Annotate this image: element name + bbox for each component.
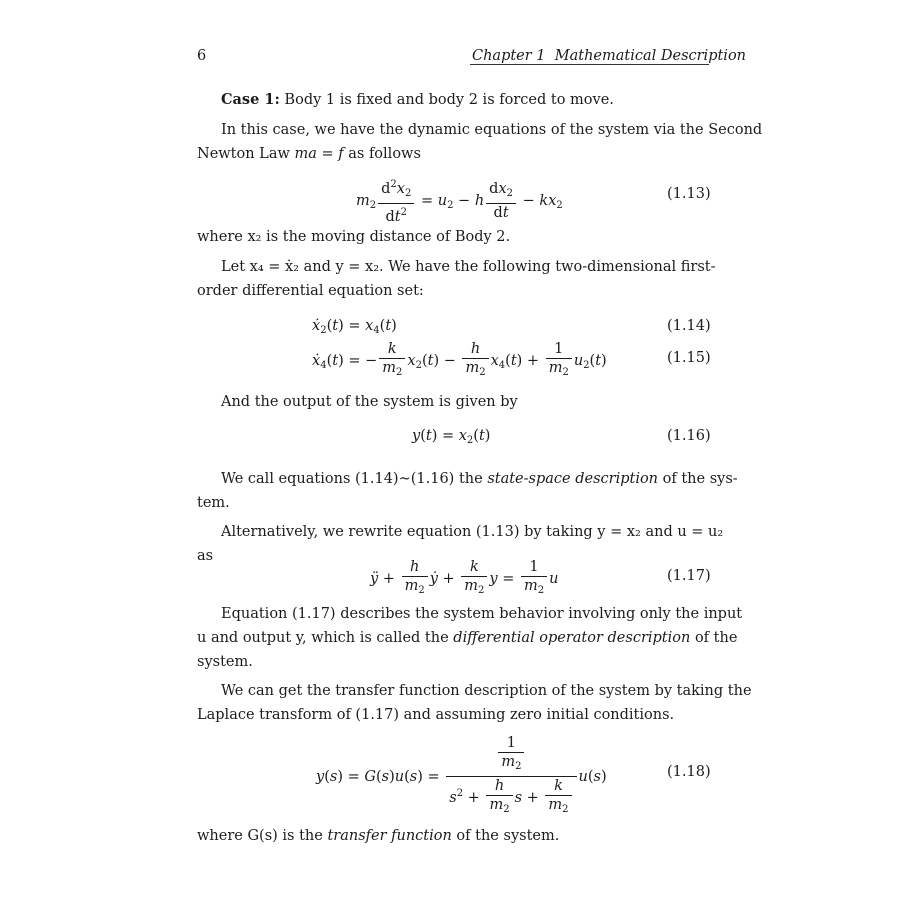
equation-1-15: ẋ$_4$(t) = − $\frac{k}{m_2}$ $x_2(t)$ − $\frac{h}{m_2}$ $x_4(t)$ + $\frac{1}{m_2}$ $u_2(t)$	[312, 341, 607, 378]
paragraph-4: And the output of the system is given by	[221, 394, 518, 410]
case-text: Body 1 is fixed and body 2 is forced to move.	[279, 92, 614, 108]
paragraph-5-line-2: tem.	[197, 495, 230, 511]
paragraph-9: where G(s) is the transfer function of the system.	[197, 828, 560, 844]
paragraph-6-line-2: as	[197, 548, 214, 564]
running-header: Chapter 1 Mathematical Description	[472, 48, 747, 64]
case-label: Case 1:	[221, 91, 280, 108]
equation-number-1-14: (1.14)	[667, 318, 711, 334]
equation-number-1-13: (1.13)	[667, 186, 711, 202]
equation-1-16: $y(t) = x_2(t)$	[412, 428, 491, 446]
paragraph-7-line-2: u and output y, which is called the differential operator description of the	[197, 630, 738, 646]
page-number: 6	[197, 48, 207, 64]
equation-number-1-16: (1.16)	[667, 428, 711, 444]
equation-1-17: ÿ + $\frac{h}{m_2}$ ẏ + $\frac{k}{m_2}$ y = $\frac{1}{m_2}$ u	[370, 559, 559, 596]
paragraph-8-line-2: Laplace transform of (1.17) and assuming zero initial conditions.	[197, 707, 675, 723]
equation-1-13: $m_2$ $\frac{d^2x_2}{dt^2}$ = $u_2 - h$ $\frac{dx_2}{dt}$ − $kx_2$	[356, 179, 563, 225]
equation-1-14: ẋ$_2$(t) = $x_4(t)$	[312, 318, 397, 336]
equation-number-1-15: (1.15)	[667, 350, 711, 366]
paragraph-7-line-3: system.	[197, 654, 253, 670]
case-heading	[221, 88, 614, 112]
paragraph-2: where x₂ is the moving distance of Body 2.	[197, 229, 511, 245]
paragraph-3-line-2: order differential equation set:	[197, 283, 424, 299]
paragraph-7-line-1: Equation (1.17) describes the system behavior involving only the input	[221, 606, 743, 622]
paragraph-1-line-1: In this case, we have the dynamic equations of the system via the Second	[221, 122, 763, 138]
paragraph-8-line-1: We can get the transfer function description of the system by taking the	[221, 683, 752, 699]
paragraph-5-line-1: We call equations (1.14)~(1.16) the state-space description of the sys-	[221, 471, 738, 487]
equation-number-1-18: (1.18)	[667, 764, 711, 780]
equation-number-1-17: (1.17)	[667, 568, 711, 584]
equation-1-18: y(s) = G(s)u(s) = $\frac{1}{m_2}$ $s^2$ + $\frac{h}{m_2}$ s + $\frac{k}{m_2}$ u(s)	[316, 735, 607, 815]
paragraph-1-line-2: Newton Law ma = f as follows	[197, 146, 421, 162]
paragraph-6-line-1: Alternatively, we rewrite equation (1.13) by taking y = x₂ and u = u₂	[221, 524, 724, 540]
header-rule	[470, 64, 709, 65]
paragraph-3-line-1: Let x₄ = ẋ₂ and y = x₂. We have the following two-dimensional first-	[221, 259, 716, 275]
